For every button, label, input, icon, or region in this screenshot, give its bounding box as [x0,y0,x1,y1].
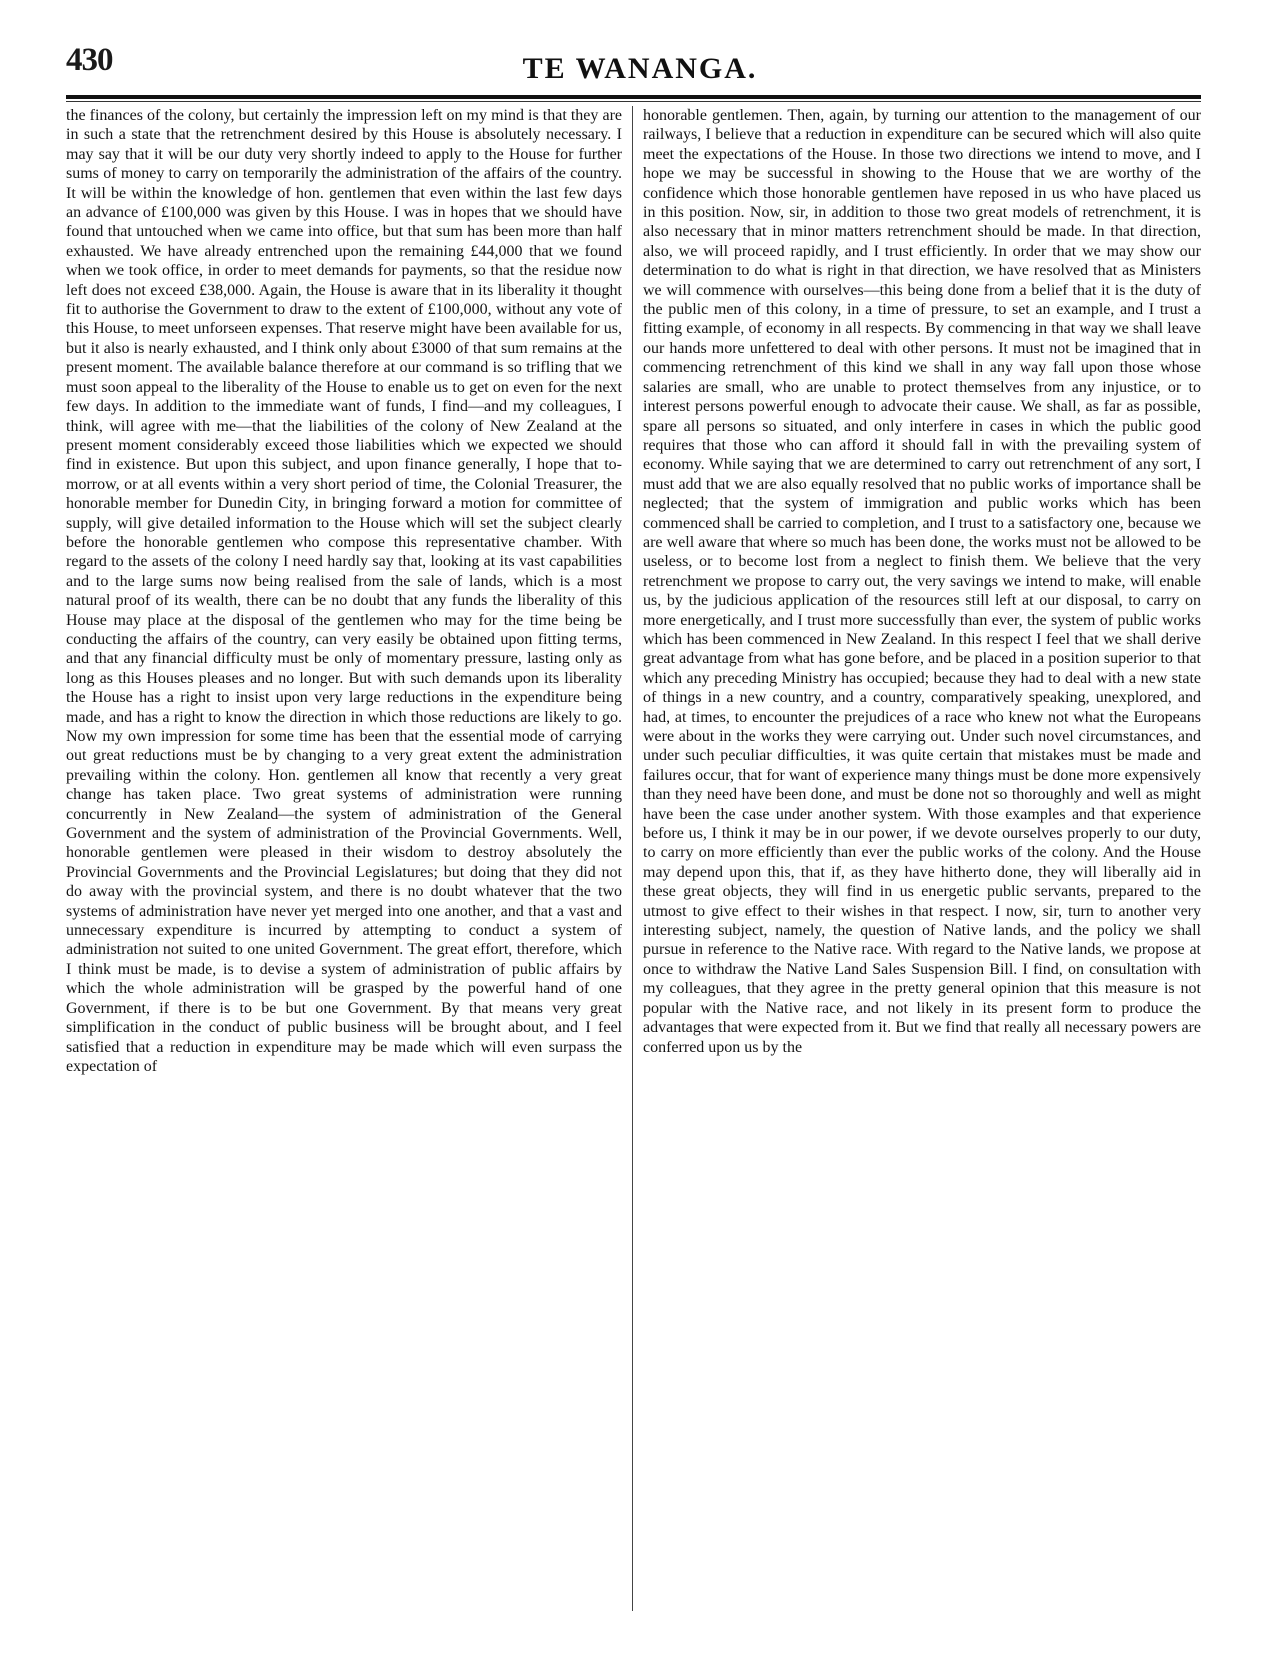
column-divider [632,106,633,1611]
left-column-text: the finances of the colony, but certainly the impression left on my mind is that they are in such a state that the retrenchment desired by this House is absolutely necessary. I may say that it will be our duty very shortly indeed to apply to the House for further sums of money to carry on temporarily the administration of the affairs of the country. It will be within the knowledge of hon. gentlemen that even within the last few days an advance of £100,000 was given by this House. I was in hopes that we should have found that untouched when we came into office, but that sum has been more than half exhausted. We have already entrenched upon the remaining £44,000 that we found when we took office, in order to meet demands for payments, so that the residue now left does not exceed £38,000. Again, the House is aware that in its liberality it thought fit to authorise the Government to draw to the extent of £100,000, without any vote of this House, to meet unforseen expenses. That reserve might have been available for us, but it also is nearly exhausted, and I think only about £3000 of that sum remains at the present moment. The available balance therefore at our command is so trifling that we must soon appeal to the liberality of the House to enable us to get on even for the next few days. In addition to the immediate want of funds, I find—and my colleagues, I think, will agree with me—that the liabilities of the colony of New Zealand at the present moment considerably exceed those liabilities which we expected we should find in existence. But upon this subject, and upon finance generally, I hope that to-morrow, or at all events within a very short period of time, the Colonial Treasurer, the honorable member for Dunedin City, in bringing forward a motion for committee of supply, will give detailed information to the House which will set the subject clearly before the honorable gentlemen who compose this representative chamber. With regard to the assets of the colony I need hardly say that, looking at its vast capabilities and to the large sums now being realised from the sale of lands, which is a most natural proof of its wealth, there can be no doubt that any funds the liberality of this House may place at the disposal of the gentlemen who may for the time being be conducting the affairs of the country, can very easily be obtained upon fitting terms, and that any financial difficulty must be only of momentary pressure, lasting only as long as this Houses pleases and no longer. But with such demands upon its liberality the House has a right to insist upon very large reductions in the expenditure being made, and has a right to know the direction in which those reductions are likely to go. Now my own impression for some time has been that the essential mode of carrying out great reductions must be by changing to a very great extent the administration prevailing within the colony. Hon. gentlemen all know that recently a very great change has taken place. Two great systems of administration were running concurrently in New Zealand—the system of administration of the General Government and the system of administration of the Provincial Governments. Well, honorable gentlemen were pleased in their wisdom to destroy absolutely the Provincial Governments and the Provincial Legislatures; but doing that they did not do away with the provincial system, and there is no doubt whatever that the two systems of administration have never yet merged into one another, and that a vast and unnecessary expenditure is incurred by attempting to conduct a system of administration not suited to one united Government. The great effort, therefore, which I think must be made, is to devise a system of administration of public affairs by which the whole administration will be grasped by the powerful hand of one Government, if there is to be but one Government. By that means very great simplification in the conduct of public business will be brought about, and I feel satisfied that a reduction in expenditure may be made which will even surpass the expectation of [66,107,622,1075]
right-column-text: honorable gentlemen. Then, again, by turning our attention to the management of our railways, I believe that a reduction in expenditure can be secured which will also quite meet the expectations of the House. In those two directions we intend to move, and I hope we may be successful in showing to the House that we are worthy of the confidence which those honorable gentlemen have reposed in us who have placed us in this position. Now, sir, in addition to those two great models of retrenchment, it is also necessary that in minor matters retrenchment should be made. In that direction, also, we will proceed rapidly, and I trust efficiently. In order that we may show our determination to do what is right in that direction, we have resolved that as Ministers we will commence with ourselves—this being done from a belief that it is the duty of the public men of this colony, in a time of pressure, to set an example, and I trust a fitting example, of economy in all respects. By commencing in that way we shall leave our hands more unfettered to deal with other persons. It must not be imagined that in commencing retrenchment of this kind we shall in any way fall upon those whose salaries are small, who are unable to protect themselves from any injustice, or to interest persons powerful enough to advocate their cause. We shall, as far as possible, spare all persons so situated, and only interfere in cases in which the public good requires that those who can afford it should fall in with the prevailing system of economy. While saying that we are determined to carry out retrenchment of any sort, I must add that we are also equally resolved that no public works of importance shall be neglected; that the system of immigration and public works which has been commenced shall be carried to completion, and I trust to a satisfactory one, because we are well aware that where so much has been done, the works must not be allowed to be useless, or to become lost from a neglect to finish them. We believe that the very retrenchment we propose to carry out, the very savings we intend to make, will enable us, by the judicious application of the resources still left at our disposal, to carry on more energetically, and I trust more successfully than ever, the system of public works which has been commenced in New Zealand. In this respect I feel that we shall derive great advantage from what has gone before, and be placed in a position superior to that which any preceding Ministry has occupied; because they had to deal with a new state of things in a new country, and a country, comparatively speaking, unexplored, and had, at times, to encounter the prejudices of a race who knew not what the Europeans were about in the works they were carrying out. Under such novel circumstances, and under such peculiar difficulties, it was quite certain that mistakes must be made and failures occur, that for want of experience many things must be done more expensively than they need have been done, and must be done not so thoroughly and well as might have been the case under another system. With those examples and that experience before us, I think it may be in our power, if we devote ourselves properly to our duty, to carry on more efficiently than ever the public works of the colony. And the House may depend upon this, that if, as they have hitherto done, they will liberally aid in these great objects, they will find in us energetic public servants, prepared to the utmost to give effect to their wishes in that respect. I now, sir, turn to another very interesting subject, namely, the question of Native lands, and the policy we shall pursue in reference to the Native race. With regard to the Native lands, we propose at once to withdraw the Native Land Sales Suspension Bill. I find, on consultation with my colleagues, that they agree in the pretty general opinion that this measure is not popular with the Native race, and not likely in its present form to produce the advantages that were expected from it. But we find that really all necessary powers are conferred upon us by the [643,107,1201,1056]
header-rule-thick [66,95,1201,99]
left-column [66,106,622,1651]
header-rule-thin [66,101,1201,102]
page-header [0,0,1280,100]
page-number: 430 [66,42,113,78]
newspaper-title: TE WANANGA. [522,52,758,85]
right-column [643,106,1201,1651]
